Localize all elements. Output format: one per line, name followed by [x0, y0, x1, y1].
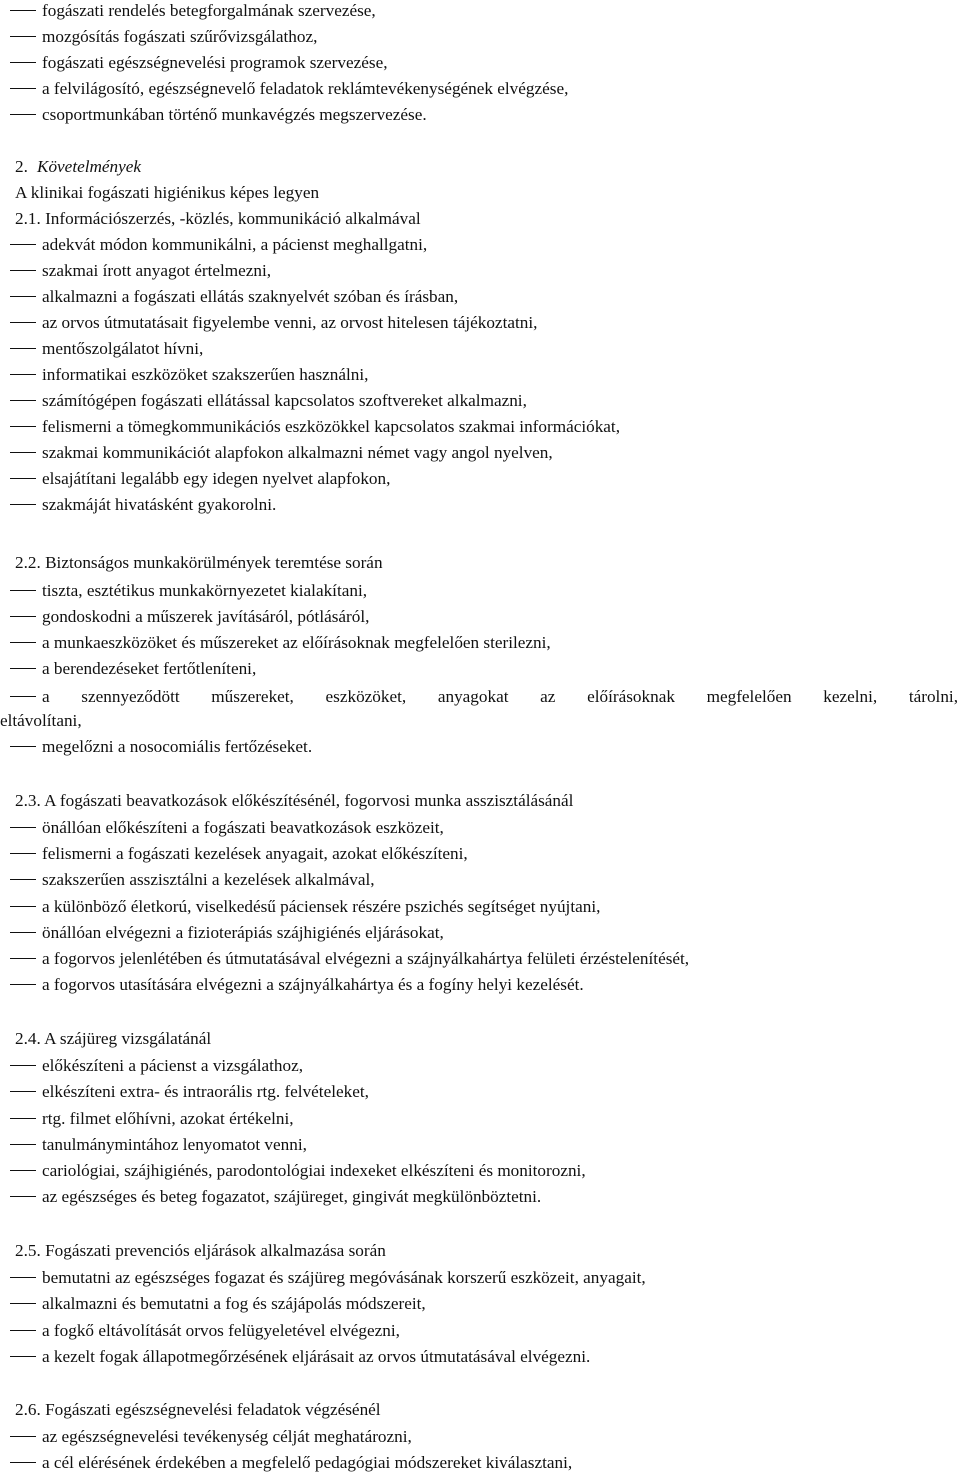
- dash-bullet: [10, 374, 36, 375]
- dash-bullet: [10, 244, 36, 245]
- list-item: önállóan elvégezni a fizioterápiás szájhigiénés eljárásokat,: [0, 920, 960, 946]
- dash-bullet: [10, 88, 36, 89]
- intro-text: A klinikai fogászati higiénikus képes legyen: [15, 183, 320, 202]
- subsection-heading: 2.4. A szájüreg vizsgálatánál: [15, 1029, 212, 1048]
- list-item: fogászati egészségnevelési programok szervezése,: [0, 50, 960, 76]
- dash-bullet: [10, 906, 36, 907]
- dash-bullet: [10, 36, 36, 37]
- list-item: a fogorvos utasítására elvégezni a szájnyálkahártya és a fogíny helyi kezelését.: [0, 972, 960, 998]
- dash-bullet: [10, 270, 36, 271]
- list-item: szakmai kommunikációt alapfokon alkalmazni német vagy angol nyelven,: [0, 440, 960, 466]
- list-item: a fogkő eltávolítását orvos felügyeletével elvégezni,: [0, 1318, 960, 1344]
- list-item: rtg. filmet előhívni, azokat értékelni,: [0, 1106, 960, 1132]
- dash-bullet: [10, 1091, 36, 1092]
- list-item: a szennyeződött műszereket, eszközöket, anyagokat az előírásoknak megfelelően kezelni, tárolni,: [0, 684, 960, 710]
- list-item: tanulmánymintához lenyomatot venni,: [0, 1132, 960, 1158]
- list-item: előkészíteni a pácienst a vizsgálathoz,: [0, 1053, 960, 1079]
- dash-bullet: [10, 590, 36, 591]
- dash-bullet: [10, 348, 36, 349]
- dash-bullet: [10, 62, 36, 63]
- dash-bullet: [10, 879, 36, 880]
- list-item: a felvilágosító, egészségnevelő feladatok reklámtevékenységének elvégzése,: [0, 76, 960, 102]
- dash-bullet: [10, 932, 36, 933]
- subsection-heading: 2.1. Információszerzés, -közlés, kommunikáció alkalmával: [15, 209, 421, 228]
- list-item: gondoskodni a műszerek javításáról, pótlásáról,: [0, 604, 960, 630]
- list-item: a cél elérésének érdekében a megfelelő pedagógiai módszereket kiválasztani,: [0, 1450, 960, 1476]
- dash-bullet: [10, 478, 36, 479]
- list-item: felismerni a tömegkommunikációs eszközökkel kapcsolatos szakmai információkat,: [0, 414, 960, 440]
- section-heading: 2. Követelmények: [15, 157, 142, 176]
- subsection-heading: 2.3. A fogászati beavatkozások előkészítésénél, fogorvosi munka asszisztálásánál: [15, 791, 574, 810]
- list-item: önállóan előkészíteni a fogászati beavatkozások eszközeit,: [0, 815, 960, 841]
- list-item: felismerni a fogászati kezelések anyagait, azokat előkészíteni,: [0, 841, 960, 867]
- dash-bullet: [10, 1277, 36, 1278]
- dash-bullet: [10, 696, 36, 697]
- list-item: az orvos útmutatásait figyelembe venni, az orvost hitelesen tájékoztatni,: [0, 310, 960, 336]
- list-item: az egészséges és beteg fogazatot, szájüreget, gingivát megkülönböztetni.: [0, 1184, 960, 1210]
- dash-bullet: [10, 1065, 36, 1066]
- dash-bullet: [10, 616, 36, 617]
- dash-bullet: [10, 1462, 36, 1463]
- dash-bullet: [10, 400, 36, 401]
- dash-bullet: [10, 668, 36, 669]
- dash-bullet: [10, 746, 36, 747]
- dash-bullet: [10, 984, 36, 985]
- list-item: szakmáját hivatásként gyakorolni.: [0, 492, 960, 518]
- list-item: szakmai írott anyagot értelmezni,: [0, 258, 960, 284]
- subsection-heading: 2.2. Biztonságos munkakörülmények teremtése során: [15, 553, 383, 572]
- dash-bullet: [10, 1356, 36, 1357]
- list-item: szakszerűen asszisztálni a kezelések alkalmával,: [0, 867, 960, 893]
- dash-bullet: [10, 1144, 36, 1145]
- list-item: mozgósítás fogászati szűrővizsgálathoz,: [0, 24, 960, 50]
- dash-bullet: [10, 1436, 36, 1437]
- dash-bullet: [10, 114, 36, 115]
- list-item: tiszta, esztétikus munkakörnyezetet kialakítani,: [0, 578, 960, 604]
- dash-bullet: [10, 452, 36, 453]
- dash-bullet: [10, 827, 36, 828]
- list-item: bemutatni az egészséges fogazat és szájüreg megóvásának korszerű eszközeit, anyagait,: [0, 1265, 960, 1291]
- list-item: fogászati rendelés betegforgalmának szervezése,: [0, 0, 960, 24]
- dash-bullet: [10, 1303, 36, 1304]
- dash-bullet: [10, 853, 36, 854]
- list-item: csoportmunkában történő munkavégzés megszervezése.: [0, 102, 960, 128]
- dash-bullet: [10, 322, 36, 323]
- dash-bullet: [10, 426, 36, 427]
- subsection-heading: 2.6. Fogászati egészségnevelési feladatok végzésénél: [15, 1400, 381, 1419]
- dash-bullet: [10, 642, 36, 643]
- dash-bullet: [10, 958, 36, 959]
- list-item: a kezelt fogak állapotmegőrzésének eljárásait az orvos útmutatásával elvégezni.: [0, 1344, 960, 1370]
- list-item: alkalmazni és bemutatni a fog és szájápolás módszereit,: [0, 1291, 960, 1317]
- subsection-heading: 2.5. Fogászati prevenciós eljárások alkalmazása során: [15, 1241, 386, 1260]
- list-item: megelőzni a nosocomiális fertőzéseket.: [0, 734, 960, 760]
- dash-bullet: [10, 504, 36, 505]
- list-item: számítógépen fogászati ellátással kapcsolatos szoftvereket alkalmazni,: [0, 388, 960, 414]
- list-item: a berendezéseket fertőtleníteni,: [0, 656, 960, 682]
- list-item: a munkaeszközöket és műszereket az előírásoknak megfelelően sterilezni,: [0, 630, 960, 656]
- dash-bullet: [10, 1196, 36, 1197]
- list-item: adekvát módon kommunikálni, a pácienst meghallgatni,: [0, 232, 960, 258]
- list-item: elkészíteni extra- és intraorális rtg. felvételeket,: [0, 1079, 960, 1105]
- dash-bullet: [10, 1118, 36, 1119]
- list-item: a különböző életkorú, viselkedésű páciensek részére pszichés segítséget nyújtani,: [0, 894, 960, 920]
- dash-bullet: [10, 10, 36, 11]
- list-item: az egészségnevelési tevékenység célját meghatározni,: [0, 1424, 960, 1450]
- list-item: mentőszolgálatot hívni,: [0, 336, 960, 362]
- list-item: a fogorvos jelenlétében és útmutatásával elvégezni a szájnyálkahártya felületi érzéstelenítését,: [0, 946, 960, 972]
- dash-bullet: [10, 1330, 36, 1331]
- list-item: elsajátítani legalább egy idegen nyelvet alapfokon,: [0, 466, 960, 492]
- list-item-continuation: eltávolítani,: [0, 711, 82, 730]
- list-item: informatikai eszközöket szakszerűen használni,: [0, 362, 960, 388]
- dash-bullet: [10, 1170, 36, 1171]
- list-item: cariológiai, szájhigiénés, parodontológiai indexeket elkészíteni és monitorozni,: [0, 1158, 960, 1184]
- list-item: alkalmazni a fogászati ellátás szaknyelvét szóban és írásban,: [0, 284, 960, 310]
- dash-bullet: [10, 296, 36, 297]
